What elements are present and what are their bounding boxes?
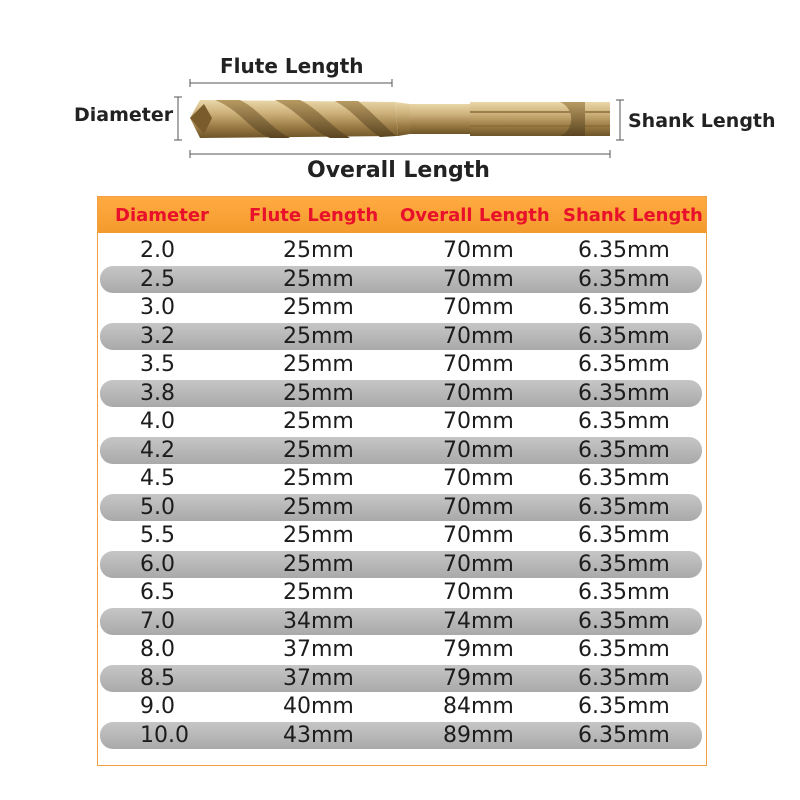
diameter-cell: 4.2 xyxy=(140,437,175,463)
diameter-cell: 8.5 xyxy=(140,665,175,691)
shank-length-cell: 6.35mm xyxy=(578,437,670,463)
diameter-cell: 9.0 xyxy=(140,694,175,719)
overall-length-cell: 79mm xyxy=(443,665,514,691)
shank-length-cell: 6.35mm xyxy=(578,580,670,605)
overall-length-cell: 70mm xyxy=(443,466,514,491)
table-row xyxy=(100,551,702,578)
flute-length-cell: 25mm xyxy=(283,494,354,520)
flute-length-cell: 37mm xyxy=(283,665,354,691)
overall-length-cell: 89mm xyxy=(443,722,514,748)
diameter-cell: 5.0 xyxy=(140,494,175,520)
header-shank-length: Shank Length xyxy=(563,205,703,226)
overall-length-label: Overall Length xyxy=(307,158,490,183)
shank-length-cell: 6.35mm xyxy=(578,722,670,748)
overall-length-cell: 70mm xyxy=(443,494,514,520)
overall-length-cell: 70mm xyxy=(443,437,514,463)
overall-length-cell: 74mm xyxy=(443,608,514,634)
shank-length-cell: 6.35mm xyxy=(578,694,670,719)
shank-length-cell: 6.35mm xyxy=(578,551,670,577)
diameter-cell: 3.2 xyxy=(140,323,175,349)
flute-length-cell: 25mm xyxy=(283,409,354,434)
shank-length-cell: 6.35mm xyxy=(578,608,670,634)
diameter-cell: 2.0 xyxy=(140,238,175,263)
spec-table xyxy=(97,196,707,766)
table-row xyxy=(100,722,702,749)
flute-length-cell: 25mm xyxy=(283,437,354,463)
flute-length-cell: 40mm xyxy=(283,694,354,719)
overall-length-cell: 70mm xyxy=(443,551,514,577)
shank-length-cell: 6.35mm xyxy=(578,466,670,491)
table-row xyxy=(100,408,702,435)
overall-length-cell: 70mm xyxy=(443,523,514,548)
diameter-cell: 6.5 xyxy=(140,580,175,605)
shank-length-cell: 6.35mm xyxy=(578,637,670,662)
drill-shaft xyxy=(395,102,610,136)
flute-length-cell: 25mm xyxy=(283,323,354,349)
diameter-cell: 3.0 xyxy=(140,295,175,320)
flute-length-cell: 25mm xyxy=(283,238,354,263)
shank-length-cell: 6.35mm xyxy=(578,352,670,377)
overall-length-cell: 70mm xyxy=(443,380,514,406)
overall-length-cell: 84mm xyxy=(443,694,514,719)
table-row xyxy=(100,608,702,635)
diameter-cell: 3.5 xyxy=(140,352,175,377)
drill-diagram xyxy=(0,0,800,200)
flute-length-cell: 25mm xyxy=(283,266,354,292)
table-row xyxy=(100,522,702,549)
shank-length-cell: 6.35mm xyxy=(578,409,670,434)
shank-length-cell: 6.35mm xyxy=(578,665,670,691)
shank-length-cell: 6.35mm xyxy=(578,295,670,320)
diameter-cell: 4.0 xyxy=(140,409,175,434)
flute-length-label: Flute Length xyxy=(220,54,364,78)
table-row xyxy=(100,494,702,521)
flute-length-cell: 34mm xyxy=(283,608,354,634)
header-diameter: Diameter xyxy=(115,205,209,226)
table-row xyxy=(100,380,702,407)
table-row xyxy=(100,323,702,350)
shank-length-cell: 6.35mm xyxy=(578,380,670,406)
shank-length-cell: 6.35mm xyxy=(578,238,670,263)
table-row xyxy=(100,351,702,378)
overall-length-cell: 70mm xyxy=(443,409,514,434)
shank-length-label: Shank Length xyxy=(628,110,776,132)
table-header xyxy=(98,197,706,233)
table-row xyxy=(100,579,702,606)
flute-length-cell: 25mm xyxy=(283,466,354,491)
overall-length-cell: 79mm xyxy=(443,637,514,662)
shank-length-cell: 6.35mm xyxy=(578,266,670,292)
flute-length-cell: 25mm xyxy=(283,580,354,605)
table-row xyxy=(100,636,702,663)
shank-length-cell: 6.35mm xyxy=(578,323,670,349)
overall-length-cell: 70mm xyxy=(443,580,514,605)
header-flute-length: Flute Length xyxy=(249,205,379,226)
overall-length-cell: 70mm xyxy=(443,323,514,349)
diameter-cell: 5.5 xyxy=(140,523,175,548)
overall-length-cell: 70mm xyxy=(443,266,514,292)
flute-length-cell: 37mm xyxy=(283,637,354,662)
diameter-cell: 2.5 xyxy=(140,266,175,292)
diameter-label: Diameter xyxy=(74,104,174,126)
shank-length-cell: 6.35mm xyxy=(578,523,670,548)
diameter-cell: 4.5 xyxy=(140,466,175,491)
flute-length-cell: 25mm xyxy=(283,352,354,377)
table-row xyxy=(100,294,702,321)
table-row xyxy=(100,693,702,720)
overall-length-cell: 70mm xyxy=(443,295,514,320)
diameter-cell: 8.0 xyxy=(140,637,175,662)
table-row xyxy=(100,237,702,264)
table-row xyxy=(100,465,702,492)
overall-length-cell: 70mm xyxy=(443,352,514,377)
flute-length-cell: 25mm xyxy=(283,295,354,320)
table-row xyxy=(100,437,702,464)
flute-length-cell: 25mm xyxy=(283,523,354,548)
diameter-cell: 10.0 xyxy=(140,722,189,748)
table-row xyxy=(100,665,702,692)
overall-length-cell: 70mm xyxy=(443,238,514,263)
header-overall-length: Overall Length xyxy=(400,205,550,226)
diameter-cell: 3.8 xyxy=(140,380,175,406)
diameter-cell: 6.0 xyxy=(140,551,175,577)
flute-length-cell: 43mm xyxy=(283,722,354,748)
flute-length-cell: 25mm xyxy=(283,551,354,577)
flute-length-cell: 25mm xyxy=(283,380,354,406)
shank-length-cell: 6.35mm xyxy=(578,494,670,520)
table-row xyxy=(100,266,702,293)
drill-flute-body xyxy=(190,100,398,138)
diameter-cell: 7.0 xyxy=(140,608,175,634)
